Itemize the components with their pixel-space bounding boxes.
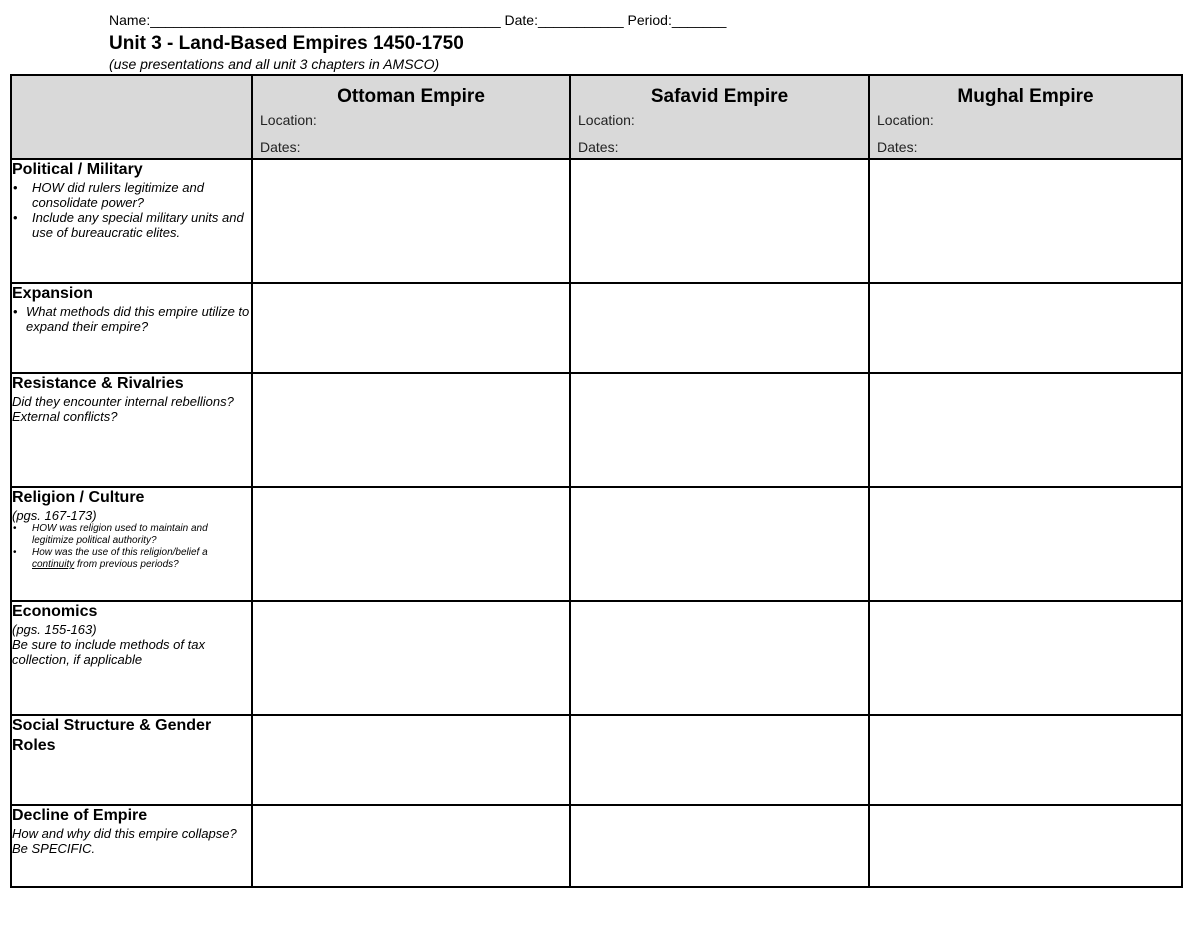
answer-cell-ottoman[interactable] <box>252 805 570 887</box>
answer-cell-ottoman[interactable] <box>252 159 570 283</box>
answer-cell-mughal[interactable] <box>869 283 1182 373</box>
column-title: Mughal Empire <box>957 86 1094 107</box>
answer-cell-ottoman[interactable] <box>252 373 570 487</box>
answer-cell-safavid[interactable] <box>570 715 869 805</box>
table-header-row <box>11 75 1182 159</box>
row-title: Social Structure & Gender Roles <box>12 717 212 754</box>
empires-comparison-table <box>10 74 1183 888</box>
dates-label: Dates: <box>578 139 619 155</box>
row-bullet: • HOW did rulers legitimize and consolidate power? <box>12 180 251 210</box>
row-title: Resistance & Rivalries <box>12 375 184 392</box>
answer-cell-safavid[interactable] <box>570 805 869 887</box>
row-title: Expansion <box>12 285 93 302</box>
answer-cell-mughal[interactable] <box>869 487 1182 601</box>
row-header-decline <box>11 805 252 887</box>
row-title: Economics <box>12 603 98 620</box>
row-header-economics <box>11 601 252 715</box>
row-title: Political / Military <box>12 161 143 178</box>
row-resistance-rivalries <box>11 373 1182 487</box>
row-note: Be sure to include methods of tax collection, if applicable <box>12 637 205 667</box>
row-header-social-structure <box>11 715 252 805</box>
row-bullet: • Include any special military units and use of bureaucratic elites. <box>12 210 251 240</box>
answer-cell-safavid[interactable] <box>570 283 869 373</box>
answer-cell-safavid[interactable] <box>570 601 869 715</box>
row-social-structure <box>11 715 1182 805</box>
row-header-expansion <box>11 283 252 373</box>
row-bullet: • What methods did this empire utilize to expand their empire? <box>12 304 251 334</box>
corner-cell <box>11 75 252 159</box>
row-bullet: • HOW was religion used to maintain and legitimize political authority? <box>12 523 251 547</box>
location-label: Location: <box>877 112 934 128</box>
column-title: Ottoman Empire <box>337 86 485 107</box>
row-political-military <box>11 159 1182 283</box>
worksheet-title: Unit 3 - Land-Based Empires 1450-1750 <box>109 33 464 54</box>
dates-label: Dates: <box>260 139 301 155</box>
answer-cell-safavid[interactable] <box>570 487 869 601</box>
location-label: Location: <box>260 112 317 128</box>
row-header-religion-culture <box>11 487 252 601</box>
answer-cell-ottoman[interactable] <box>252 487 570 601</box>
location-label: Location: <box>578 112 635 128</box>
answer-cell-ottoman[interactable] <box>252 715 570 805</box>
column-header-mughal <box>869 75 1182 159</box>
answer-cell-mughal[interactable] <box>869 601 1182 715</box>
row-note: Did they encounter internal rebellions? External conflicts? <box>12 394 234 424</box>
row-pages: (pgs. 155-163) <box>12 622 97 637</box>
row-economics <box>11 601 1182 715</box>
row-note: How and why did this empire collapse? Be SPECIFIC. <box>12 826 237 856</box>
row-expansion <box>11 283 1182 373</box>
row-header-political-military <box>11 159 252 283</box>
column-header-ottoman <box>252 75 570 159</box>
answer-cell-ottoman[interactable] <box>252 283 570 373</box>
column-title: Safavid Empire <box>650 86 789 107</box>
dates-label: Dates: <box>877 139 918 155</box>
worksheet-subtitle: (use presentations and all unit 3 chapters in AMSCO) <box>109 56 440 72</box>
answer-cell-safavid[interactable] <box>570 373 869 487</box>
row-title: Religion / Culture <box>12 489 145 506</box>
row-title: Decline of Empire <box>12 807 148 824</box>
row-pages: (pgs. 167-173) <box>12 508 97 523</box>
row-decline <box>11 805 1182 887</box>
row-bullet: • How was the use of this religion/belief a continuity from previous periods? <box>12 547 251 571</box>
answer-cell-ottoman[interactable] <box>252 601 570 715</box>
column-header-safavid <box>570 75 869 159</box>
name-date-period-line: Name:_____________________________________________ Date:___________ Period:_______ <box>109 12 727 28</box>
answer-cell-mughal[interactable] <box>869 805 1182 887</box>
answer-cell-mughal[interactable] <box>869 159 1182 283</box>
answer-cell-safavid[interactable] <box>570 159 869 283</box>
answer-cell-mughal[interactable] <box>869 715 1182 805</box>
row-religion-culture <box>11 487 1182 601</box>
answer-cell-mughal[interactable] <box>869 373 1182 487</box>
row-header-resistance-rivalries <box>11 373 252 487</box>
